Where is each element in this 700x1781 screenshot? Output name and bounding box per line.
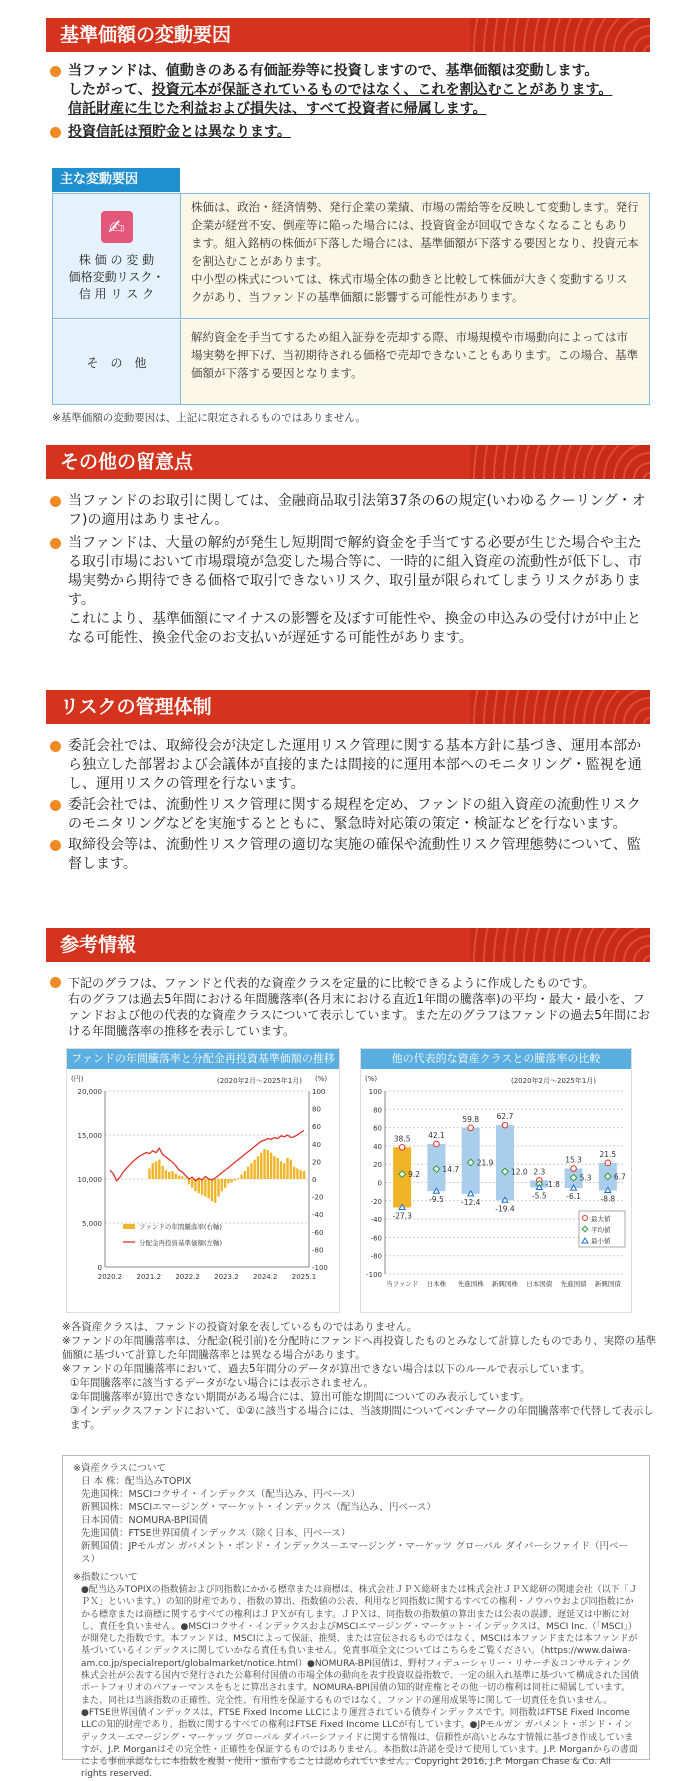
asset-chart-svg — [361, 1069, 631, 1312]
bar — [227, 1179, 229, 1183]
bar — [178, 1175, 180, 1179]
nav-factors-list — [50, 62, 650, 144]
text: 株 価 の 変 動 — [78, 252, 155, 267]
other-notes-list — [50, 492, 650, 650]
bar — [217, 1179, 219, 1197]
bar — [286, 1158, 288, 1179]
y2-tick-label: -100 — [312, 1264, 328, 1272]
bar — [148, 1168, 150, 1179]
bar — [188, 1179, 190, 1184]
row-content: 解約資金を手当てするため組入証券を売却する際、市場規模や市場動向によっては市場実勢を押下げ、当初期待される価格で売却できないこともあります。この場合、基準価額が下落する要因となります。 — [181, 320, 649, 404]
section-header-reference-info — [46, 928, 650, 962]
y2-tick-label: 60 — [312, 1123, 321, 1132]
bar — [221, 1179, 223, 1191]
list-item — [50, 975, 650, 1039]
y2-tick-label: 40 — [312, 1140, 321, 1149]
bar — [204, 1179, 206, 1197]
section-title: リスクの管理体制 — [60, 696, 212, 718]
x-tick-label: 新興国株 — [492, 1280, 518, 1288]
avg-value-label: 5.3 — [579, 1173, 592, 1183]
bar — [253, 1160, 255, 1179]
max-value-label: 42.1 — [428, 1130, 445, 1140]
list-item — [50, 796, 650, 834]
max-marker — [399, 1144, 405, 1150]
bar — [250, 1163, 252, 1179]
y-tick-label: 40 — [373, 1142, 382, 1151]
max-value-label: 2.3 — [533, 1167, 546, 1177]
bar — [247, 1167, 249, 1179]
y-tick-label: 60 — [373, 1124, 382, 1133]
min-value-label: -5.5 — [531, 1191, 547, 1201]
min-value-label: -8.8 — [600, 1194, 616, 1204]
footnote: ①年間騰落率に該当するデータがない場合には表示されません。 — [70, 1377, 375, 1389]
chart-title: ファンドの年間騰落率と分配金再投資基準価額の推移 — [67, 1049, 339, 1069]
risk-management-list — [50, 737, 650, 876]
bar — [158, 1160, 160, 1179]
footnote: ※各資産クラスは、ファンドの投資対象を表しているものではありません。 — [62, 1321, 418, 1333]
y2-tick-label: 20 — [312, 1158, 321, 1167]
bullet-icon — [50, 977, 61, 988]
legend-label: ファンドの年間騰落率(右軸) — [139, 1223, 222, 1231]
y2-tick-label: -80 — [312, 1246, 324, 1255]
reference-intro — [50, 975, 650, 1041]
y2-tick-label: 100 — [312, 1088, 326, 1096]
bar — [273, 1156, 275, 1179]
min-value-label: -6.1 — [566, 1192, 581, 1202]
avg-value-label: 21.9 — [476, 1158, 494, 1168]
bullet-icon — [50, 741, 61, 752]
max-marker — [571, 1166, 577, 1172]
max-value-label: 59.8 — [462, 1114, 480, 1124]
y-axis-unit: (円) — [71, 1075, 84, 1083]
ref-line: 日本国債：NOMURA-BPI国債 — [81, 1515, 208, 1526]
y2-tick-label: 80 — [312, 1105, 321, 1114]
row-content — [181, 194, 649, 318]
x-tick-label: 2022.2 — [175, 1273, 200, 1281]
bar — [290, 1160, 292, 1179]
y-tick-label: -100 — [366, 1271, 382, 1279]
text: 投資元本が保証されているものではなく、これを割込むことがあります。 — [151, 82, 613, 98]
text: 株価は、政治・経済情勢、発行企業の業績、市場の需給等を反映して変動します。発行企業が経営不安、倒産等に陥った場合には、投資資金が回収できなくなることもあります。組入銘柄の株価が下落した場合には、基準価額が下落する要因となり、投資元本を割込むことがあります。 — [191, 200, 639, 268]
fund-chart-svg — [67, 1069, 339, 1312]
list-item — [50, 492, 650, 530]
chart-title: 他の代表的な資産クラスとの騰落率の比較 — [361, 1049, 631, 1069]
bar — [293, 1167, 295, 1179]
y2-tick-label: -40 — [312, 1211, 324, 1220]
min-value-label: -27.3 — [392, 1211, 412, 1221]
bullet-icon — [50, 127, 61, 138]
y-tick-label: -20 — [370, 1197, 382, 1206]
footnote: ②年間騰落率が算出できない期間がある場合には、算出可能な期間についてのみ表示しています。 — [70, 1391, 530, 1403]
ref-line: 日 本 株：配当込みTOPIX — [81, 1476, 192, 1487]
hand-icon: ✍ — [101, 211, 133, 243]
section-title: 基準価額の変動要因 — [60, 24, 232, 46]
y2-tick-label: 0 — [312, 1176, 317, 1184]
y2-tick-label: -20 — [312, 1193, 324, 1202]
bar — [230, 1179, 232, 1183]
bar — [152, 1163, 154, 1179]
bar — [181, 1176, 183, 1179]
x-tick-label: 2024.2 — [252, 1273, 278, 1281]
bar — [234, 1179, 236, 1181]
bar — [267, 1150, 269, 1179]
text: 信 用 リ ス ク — [78, 286, 155, 301]
max-value-label: 38.5 — [393, 1134, 411, 1144]
min-value-label: -19.4 — [495, 1204, 515, 1214]
max-marker — [605, 1160, 611, 1166]
bar — [184, 1178, 186, 1179]
period-label: (2020年2月～2025年1月) — [217, 1077, 302, 1085]
text: 投資信託は預貯金とは異なります。 — [68, 124, 291, 140]
section-header-nav-factors — [46, 18, 650, 52]
y-tick-label: 10,000 — [77, 1176, 102, 1184]
y-tick-label: 0 — [377, 1179, 382, 1188]
text: 当ファンドのお取引に関しては、金融商品取引法第37条の6の規定(いわゆるクーリング・オフ)の適用はありません。 — [68, 493, 646, 528]
section-header-risk-management — [46, 690, 650, 724]
text: 右のグラフは過去5年間における年間騰落率(各月末における直近1年間の騰落率)の平均・最大・最小を、ファンドおよび他の代表的な資産クラスについて表示しています。また左のグラフはファンドの過去5年間における年間騰落率の推移を表示しています。 — [68, 992, 650, 1038]
range-bar — [496, 1125, 514, 1200]
x-tick-label: 2023.2 — [214, 1273, 239, 1281]
text: 中小型の株式については、株式市場全体の動きと比較して株価が大きく変動するリスクがあり、当ファンドの基準価額に影響する可能性があります。 — [191, 272, 628, 304]
bullet-icon — [50, 538, 61, 549]
x-tick-label: 新興国債 — [594, 1280, 621, 1288]
list-item — [50, 534, 650, 648]
y2-axis-unit: (%) — [315, 1075, 328, 1083]
legend-marker — [583, 1216, 588, 1221]
section-header-other-notes — [46, 445, 650, 479]
y-tick-label: -40 — [370, 1216, 382, 1225]
avg-value-label: 14.7 — [442, 1165, 460, 1175]
bar — [244, 1171, 246, 1179]
ref-line: 先進国債：FTSE世界国債インデックス（除く日本、円ベース） — [81, 1528, 351, 1539]
ref-line: 新興国債：JPモルガン ガバメント・ボンド・インデックス－エマージング・マーケッツ グローバル ダイバーシファイド（円ベース） — [81, 1541, 628, 1565]
index-reference-box — [62, 1455, 650, 1780]
bar — [296, 1168, 298, 1179]
row-header — [53, 194, 181, 318]
bar — [260, 1153, 262, 1179]
bar — [300, 1170, 302, 1179]
ref-body: ●配当込みTOPIXの指数値および同指数にかかる標章または商標は、株式会社ＪＰＸ総研または株式会社ＪＰＸ総研の関連会社（以下「ＪＰＸ」といいます。）の知的財産であり、指数の算出、指数値の公表、利用など同指数に関するすべての権利・ノウハウおよび同指数にかかる標章または商標に関するすべての権利はＪＰＸが有します。ＪＰＸは、同指数の指数値の算出または公表の誤謬、遅延又は中断に対し、責任を負いません。●MSCIコクサイ・インデックスおよびMSCIエマージング・マーケット・インデックスは、MSCI Inc.（「MSCI」）が開発した指数です。本ファンドは、MSCIによって保証、推奨、または宣伝されるものではなく、MSCIは本ファンドまたは本ファンドが基づいているインデックスに関していかなる責任も負いません。免責事項全文についてはこちらをご覧ください。（https://www.daiwa-am.co.jp/specialreport/globalmarket/notice.html）●NOMURA-BPI国債は、野村フィデューシャリー・リサーチ＆コンサルティング株式会社が公表する国内で発行された公募利付国債の市場全体の動向を表す投資収益指数で、一定の組入れ基準に基づいて構成された国債ポートフォリオのパフォーマンスをもとに算出されます。NOMURA-BPI国債の知的財産権とその他一切の権利は同社に帰属しています。また、同社は当該指数の正確性、完全性、有用性を保証するものではなく、ファンドの運用成果等に関して一切責任を負いません。●FTSE世界国債インデックスは、FTSE Fixed Income LLCにより運営されている債券インデックスです。同指数はFTSE Fixed Income LLCの知的財産であり、指数に関するすべての権利はFTSE Fixed Income LLCが有しています。●JPモルガン ガバメント・ボンド・インデックス－エマージング・マーケッツ グローバル ダイバーシファイドに関する情報は、信頼性が高いとみなす情報に基づき作成していますが、J.P. Morganはその完全性・正確性を保証するものではありません。本指数は許諾を受けて使用しています。J.P. Morganからの書面による事前承認なしに本指数を複製・使用・頒布することは認められていません。Copyright 2016, J.P. Morgan Chase & Co. All rights reserved. — [81, 1585, 639, 1780]
avg-value-label: 6.7 — [613, 1172, 626, 1182]
legend-swatch — [123, 1224, 135, 1229]
bullet-icon — [50, 840, 61, 851]
max-value-label: 21.5 — [599, 1149, 617, 1159]
bar — [240, 1175, 242, 1179]
ref-heading: ※指数について — [73, 1572, 138, 1583]
risk-table-label: 主な変動要因 — [52, 168, 180, 192]
min-value-label: -12.4 — [461, 1197, 481, 1207]
row-header: そ の 他 — [53, 320, 181, 404]
y2-tick-label: -60 — [312, 1228, 324, 1237]
max-value-label: 62.7 — [496, 1112, 514, 1122]
bar — [237, 1178, 239, 1179]
x-tick-label: 日本株 — [426, 1280, 447, 1288]
y-tick-label: -80 — [370, 1252, 382, 1261]
bullet-icon — [50, 800, 61, 811]
legend-label: 平均値 — [591, 1226, 611, 1234]
bar — [257, 1156, 259, 1179]
text: 価格変動リスク・ — [68, 269, 165, 284]
period-label: (2020年2月～2025年1月) — [511, 1077, 596, 1085]
bullet-icon — [50, 496, 61, 507]
footnote: ③インデックスファンドにおいて、①②に該当する場合には、当該期間についてベンチマークの年間騰落率で代替して表示します。 — [70, 1405, 654, 1431]
y-tick-label: 5,000 — [81, 1220, 102, 1228]
bar — [276, 1158, 278, 1179]
avg-value-label: 12.0 — [511, 1167, 528, 1177]
footnote: ※ファンドの年間騰落率は、分配金(税引前)を分配時にファンドへ再投資したものとみなして計算したものであり、実際の基準価額に基づいて計算した年間騰落率とは異なる場合があります。 — [62, 1335, 657, 1361]
bullet-icon — [50, 66, 61, 77]
bar — [201, 1179, 203, 1195]
y-tick-label: 15,000 — [77, 1132, 102, 1140]
y-tick-label: 20,000 — [77, 1088, 102, 1096]
avg-value-label: 9.2 — [408, 1170, 421, 1180]
max-marker — [434, 1141, 440, 1147]
bar — [280, 1161, 282, 1179]
chart-footnotes — [62, 1320, 658, 1432]
bar — [165, 1170, 167, 1179]
x-tick-label: 日本国債 — [526, 1280, 553, 1288]
text: 当ファンドは、大量の解約が発生し短期間で解約資金を手当てする必要が生じた場合や主たる取引市場において市場環境が急変した場合等に、一時的に組入資産の流動性が低下し、市場実勢から期待できる価格で取引できないリスク、取引量が限られてしまうリスクがあります。 — [68, 535, 642, 608]
bar — [283, 1163, 285, 1179]
asset-class-chart — [360, 1048, 632, 1313]
legend-label: 最大値 — [591, 1215, 611, 1223]
x-tick-label: 2021.2 — [136, 1273, 162, 1281]
max-value-label: 15.3 — [565, 1155, 582, 1165]
bar — [224, 1179, 226, 1188]
legend-label: 分配金再投資基準価額(左軸) — [139, 1239, 223, 1247]
list-item — [50, 123, 650, 142]
section-title: 参考情報 — [60, 934, 137, 956]
x-tick-label: 先進国株 — [457, 1280, 484, 1288]
fund-return-chart — [66, 1048, 340, 1313]
text: 取締役会等は、流動性リスク管理の適切な実施の確保や流動性リスク管理態勢について、監督します。 — [68, 837, 641, 872]
x-tick-label: 当ファンド — [385, 1280, 419, 1288]
ref-line: 先進国株：MSCIコクサイ・インデックス（配当込み、円ベース） — [81, 1489, 361, 1500]
y-tick-label: 20 — [373, 1161, 382, 1170]
table-row — [53, 194, 649, 319]
avg-value-label: -1.8 — [545, 1180, 560, 1190]
legend-label: 最小値 — [591, 1237, 611, 1245]
table-row — [53, 320, 649, 404]
footnote: ※ファンドの年間騰落率において、過去5年間分のデータが算出できない場合は以下のルールで表示しています。 — [62, 1363, 591, 1375]
bar — [168, 1172, 170, 1179]
list-item — [50, 62, 650, 119]
bar — [161, 1166, 163, 1179]
text: 信託財産に生じた利益および損失は、すべて投資者に帰属します。 — [68, 101, 487, 117]
min-value-label: -9.5 — [429, 1195, 444, 1205]
section-title: その他の留意点 — [60, 451, 194, 473]
bar — [191, 1179, 193, 1188]
bar — [211, 1179, 213, 1201]
footnote: ※基準価額の変動要因は、上記に限定されるものではありません。 — [52, 412, 366, 424]
text: 委託会社では、取締役会が決定した運用リスク管理に関する基本方針に基づき、運用本部から独立した部署および会議体が直接的または間接的に運用本部へのモニタリング・監視を通し、運用リスクの管理を行ないます。 — [68, 738, 642, 792]
text: 当ファンドは、値動きのある有価証券等に投資しますので、基準価額は変動します。 — [68, 63, 599, 79]
bar — [198, 1179, 200, 1193]
ref-heading: ※資産クラスについて — [73, 1463, 166, 1474]
list-item — [50, 836, 650, 874]
risk-table — [52, 168, 650, 405]
bar — [270, 1153, 272, 1179]
bar — [207, 1179, 209, 1198]
ref-line: 新興国株：MSCIエマージング・マーケット・インデックス（配当込み、円ベース） — [81, 1502, 436, 1513]
x-tick-label: 2025.1 — [291, 1273, 317, 1281]
bar — [214, 1179, 216, 1203]
text: これにより、基準価額にマイナスの影響を及ぼす可能性や、換金の申込みの受付けが中止となる可能性、換金代金のお支払いが遅延する可能性があります。 — [68, 611, 641, 646]
text: 委託会社では、流動性リスク管理に関する規程を定め、ファンドの組入資産の流動性リスクのモニタリングなどを実施するとともに、緊急時対応策の策定・検証などを行ないます。 — [68, 797, 641, 832]
text: 下記のグラフは、ファンドと代表的な資産クラスを定量的に比較できるように作成したものです。 — [68, 976, 595, 990]
bar — [171, 1171, 173, 1179]
bar — [175, 1174, 177, 1179]
y-tick-label: 0 — [97, 1264, 102, 1272]
x-tick-label: 2020.2 — [97, 1273, 123, 1281]
y-axis-unit: (%) — [365, 1075, 378, 1083]
y-tick-label: -60 — [370, 1234, 382, 1243]
list-item — [50, 737, 650, 794]
y-tick-label: 100 — [368, 1088, 382, 1096]
y-tick-label: 80 — [373, 1106, 382, 1115]
max-marker — [502, 1122, 508, 1128]
x-tick-label: 先進国債 — [560, 1280, 587, 1288]
bar — [303, 1171, 305, 1179]
text: したがって、 — [68, 82, 152, 98]
max-marker — [468, 1125, 474, 1131]
bar — [263, 1149, 265, 1179]
bar — [155, 1161, 157, 1179]
